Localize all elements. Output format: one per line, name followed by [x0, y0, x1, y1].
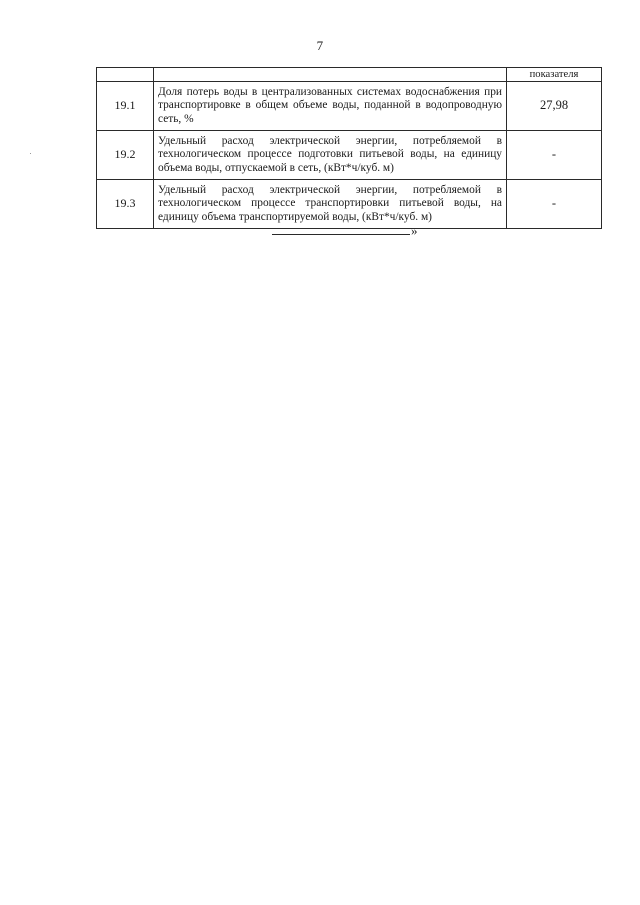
row-description: Удельный расход электрической энергии, потребляемой в технологическом процессе транспортировки питьевой воды, на единицу объема транспортируемой воды, (кВт*ч/куб. м)	[154, 180, 507, 229]
table-row	[97, 131, 602, 180]
page-number: 7	[316, 38, 324, 53]
header-cell-description	[154, 68, 507, 82]
closing-quote: »	[411, 223, 418, 238]
row-value: -	[507, 131, 602, 180]
row-description: Доля потерь воды в централизованных системах водоснабжения при транспортировке в общем объеме воды, поданной в водопроводную сеть, %	[154, 82, 507, 131]
row-number: 19.3	[97, 180, 154, 229]
table-header-row	[97, 68, 602, 82]
row-value: 27,98	[507, 82, 602, 131]
indicators-table	[96, 67, 602, 229]
row-description: Удельный расход электрической энергии, потребляемой в технологическом процессе подготовки питьевой воды, на единицу объема воды, отпускаемой в сеть, (кВт*ч/куб. м)	[154, 131, 507, 180]
header-cell-value: показателя	[507, 68, 602, 82]
closing-mark	[272, 222, 418, 238]
header-cell-num	[97, 68, 154, 82]
margin-mark	[30, 153, 31, 154]
row-number: 19.1	[97, 82, 154, 131]
row-number: 19.2	[97, 131, 154, 180]
table-row	[97, 82, 602, 131]
closing-underline	[272, 234, 410, 235]
row-value: -	[507, 180, 602, 229]
